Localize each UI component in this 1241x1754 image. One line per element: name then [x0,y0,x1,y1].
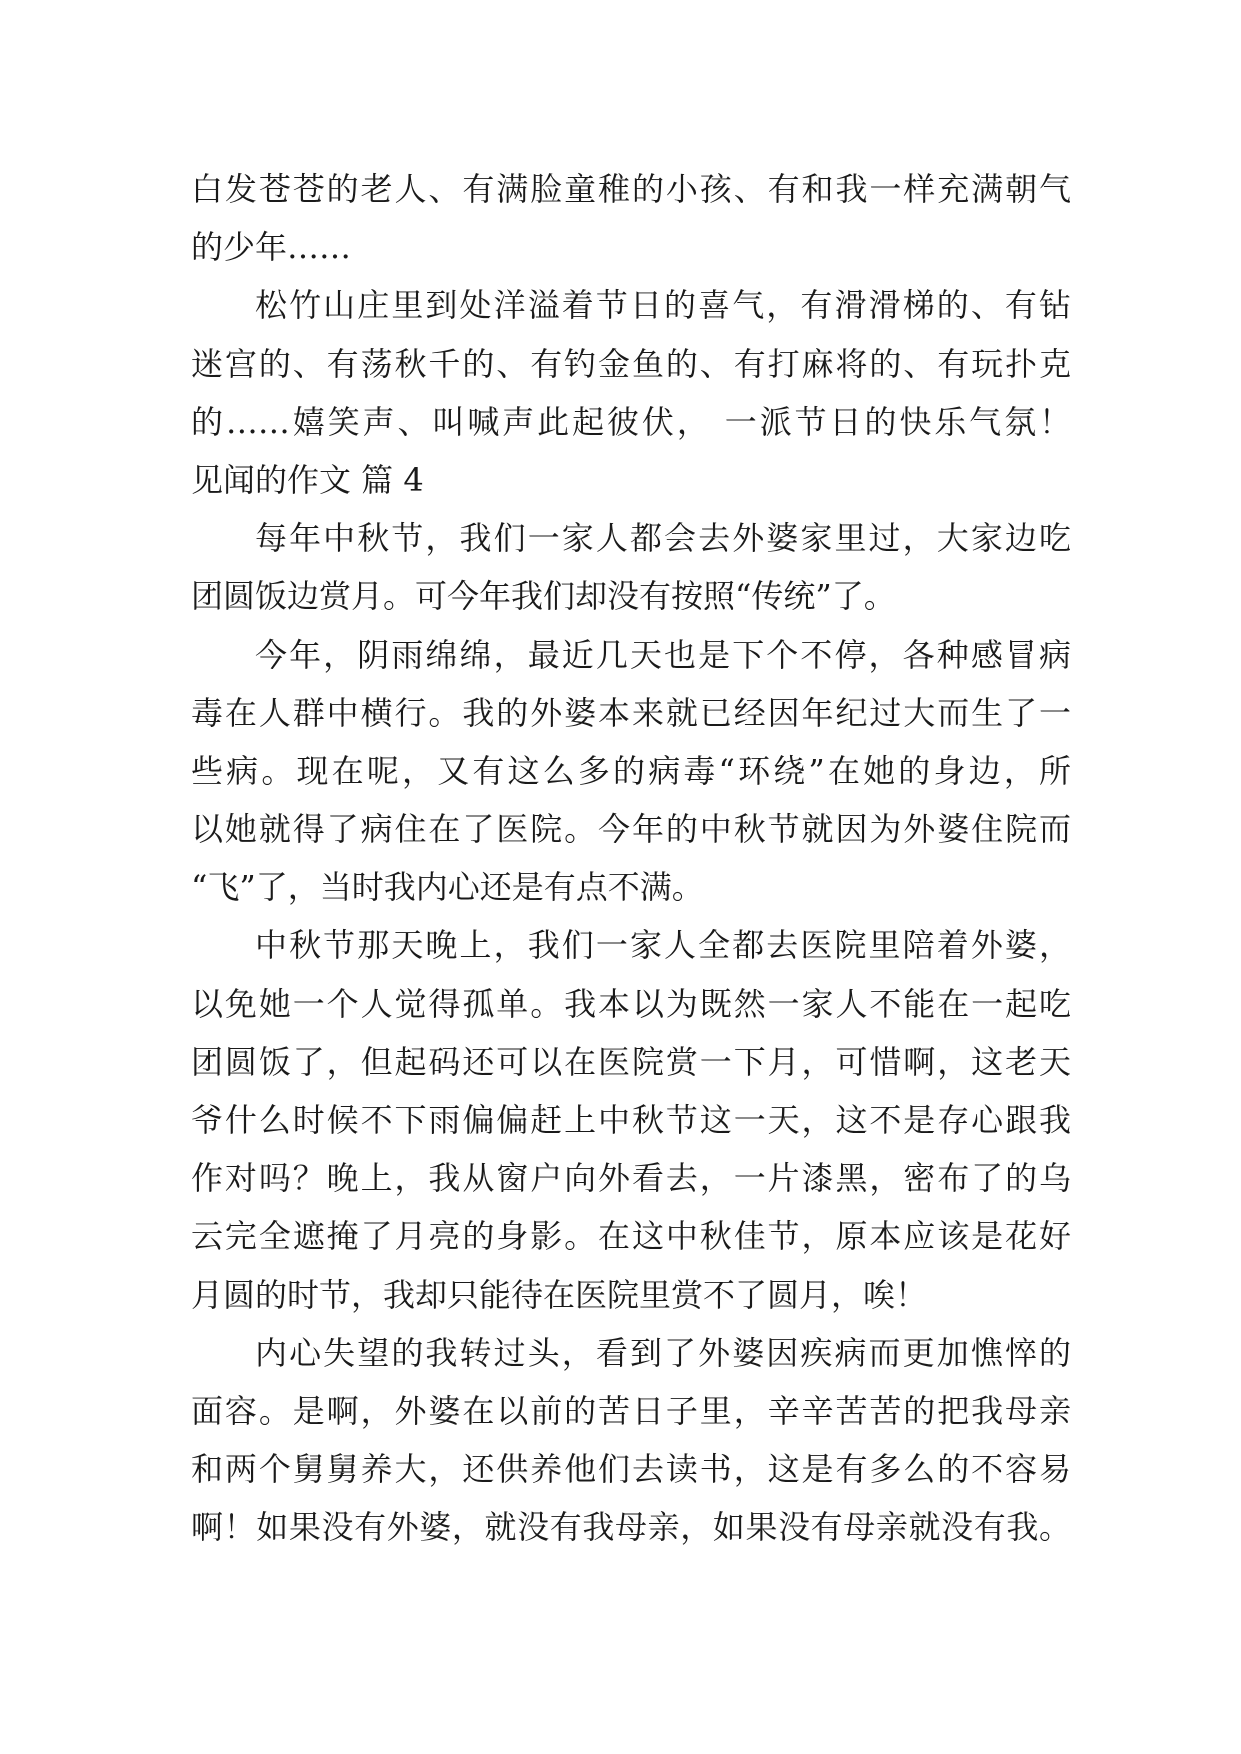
text-line: 和两个舅舅养大，还供养他们去读书，这是有多么的不容易 [191,1450,1071,1489]
text-line: 团圆饭了，但起码还可以在医院赏一下月，可惜啊，这老天 [191,1042,1071,1081]
text-line: 松竹山庄里到处洋溢着节日的喜气，有滑滑梯的、有钻 [255,286,1071,325]
text-line: 今年，阴雨绵绵，最近几天也是下个不停，各种感冒病 [255,635,1071,674]
text-line: 爷什么时候不下雨偏偏赶上中秋节这一天，这不是存心跟我 [191,1101,1071,1139]
text-line: 以免她一个人觉得孤单。我本以为既然一家人不能在一起吃 [191,984,1071,1023]
text-line: 内心失望的我转过头，看到了外婆因疾病而更加憔悴的 [255,1333,1071,1372]
text-line: 白发苍苍的老人、有满脸童稚的小孩、有和我一样充满朝气 [191,170,1071,208]
text-line: 啊！如果没有外婆，就没有我母亲，如果没有母亲就没有我。 [191,1508,1071,1547]
text-line: 作对吗？晚上，我从窗户向外看去，一片漆黑，密布了的乌 [191,1159,1071,1198]
section-heading: 见闻的作文 篇 4 [191,460,424,499]
text-line: “飞”了，当时我内心还是有点不满。 [191,868,704,907]
text-line: 月圆的时节，我却只能待在医院里赏不了圆月，唉！ [191,1275,928,1314]
text-line: 每年中秋节，我们一家人都会去外婆家里过，大家边吃 [255,519,1071,558]
essay-body [191,160,1071,1557]
text-line: 毒在人群中横行。我的外婆本来就已经因年纪过大而生了一 [191,693,1071,732]
text-line: 的……嬉笑声、叫喊声此起彼伏， 一派节日的快乐气氛！ [191,402,1071,441]
text-line: 迷宫的、有荡秋千的、有钓金鱼的、有打麻将的、有玩扑克 [191,344,1071,383]
text-line: 中秋节那天晚上，我们一家人全都去医院里陪着外婆， [255,926,1071,965]
text-line: 云完全遮掩了月亮的身影。在这中秋佳节，原本应该是花好 [191,1217,1071,1256]
text-line: 的少年…… [191,228,352,267]
text-line: 以她就得了病住在了医院。今年的中秋节就因为外婆住院而 [191,810,1071,849]
text-line: 些病。现在呢，又有这么多的病毒“环绕”在她的身边，所 [191,751,1071,790]
text-line: 面容。是啊，外婆在以前的苦日子里，辛辛苦苦的把我母亲 [191,1391,1071,1430]
text-line: 团圆饭边赏月。可今年我们却没有按照“传统”了。 [191,577,896,616]
